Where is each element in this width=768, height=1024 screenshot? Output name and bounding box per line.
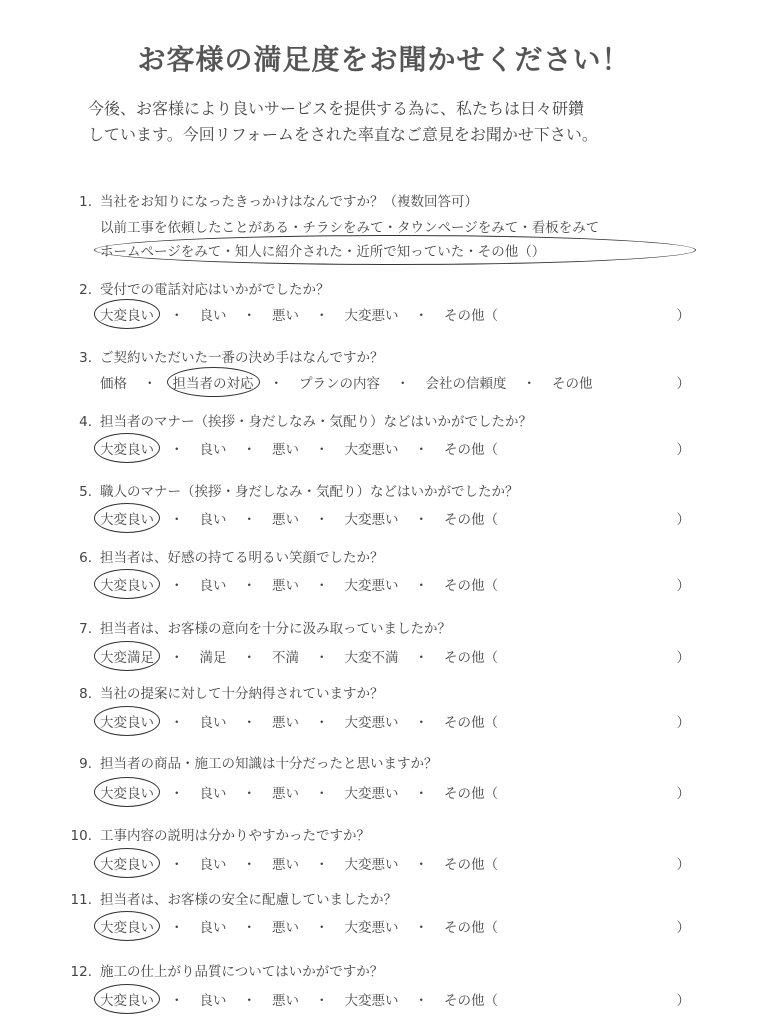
question-2-options <box>100 304 690 324</box>
option-selected[interactable]: 大変良い <box>100 916 154 936</box>
separator: ・ <box>242 993 256 1009</box>
option[interactable]: その他（ <box>444 920 498 936</box>
question-12 <box>64 960 383 980</box>
option[interactable]: 良い <box>199 512 227 528</box>
option-selected[interactable]: 担当者の対応 <box>173 372 254 392</box>
close-paren: ） <box>676 650 690 666</box>
question-6 <box>64 546 384 566</box>
separator: ・ <box>315 578 329 594</box>
separator: ・ <box>315 442 329 458</box>
separator: ・ <box>414 578 428 594</box>
question-number: 11. <box>70 892 92 908</box>
close-paren: ） <box>676 993 690 1009</box>
option[interactable]: 大変悪い <box>344 715 399 731</box>
intro-line-2: しています。今回リフォームをされた率直なご意見をお聞かせ下さい。 <box>88 125 598 144</box>
option-selected[interactable]: 知人に紹介された <box>235 240 343 260</box>
separator: ・ <box>414 920 428 936</box>
separator: ・ <box>143 376 157 392</box>
separator: ・ <box>414 442 428 458</box>
separator: ・ <box>315 308 329 324</box>
option[interactable]: 看板をみて <box>531 220 600 236</box>
separator: ・ <box>170 857 184 873</box>
separator: ・ <box>269 376 283 392</box>
question-number: 9. <box>79 756 92 772</box>
separator: ・ <box>242 786 256 802</box>
close-paren: ） <box>676 442 690 458</box>
option-selected[interactable]: 大変良い <box>100 711 154 731</box>
option[interactable]: 悪い <box>272 578 299 594</box>
question-5 <box>64 480 519 500</box>
page-title: お客様の満足度をお聞かせください！ <box>137 43 631 76</box>
question-text: 施工の仕上がり品質についてはいかがですか？ <box>100 964 384 980</box>
option[interactable]: 大変悪い <box>344 512 399 528</box>
option-selected[interactable]: 大変満足 <box>100 646 154 666</box>
option[interactable]: 良い <box>199 578 227 594</box>
option[interactable]: 悪い <box>272 442 299 458</box>
option[interactable]: 大変悪い <box>344 857 399 873</box>
option[interactable]: 悪い <box>272 715 299 731</box>
question-text: 工事内容の説明は分かりやすかったですか？ <box>100 828 370 844</box>
option[interactable]: タウンページをみて <box>397 220 519 236</box>
option[interactable]: その他（ <box>444 308 498 324</box>
question-5-options <box>100 508 690 528</box>
intro-line-1: 今後、お客様により良いサービスを提供する為に、私たちは日々研鑽 <box>88 99 585 118</box>
option[interactable]: 良い <box>199 920 227 936</box>
option-selected[interactable]: 大変良い <box>100 853 154 873</box>
option[interactable]: 大変悪い <box>344 993 399 1009</box>
option[interactable]: 不満 <box>272 650 299 666</box>
option[interactable]: その他（ <box>444 650 498 666</box>
question-text: 職人のマナー（挨拶・身だしなみ・気配り）などはいかがでしたか？ <box>100 484 519 500</box>
option[interactable]: その他（ <box>444 715 498 731</box>
separator: ・ <box>464 244 478 260</box>
question-text: 受付での電話対応はいかがでしたか？ <box>100 282 330 298</box>
option-selected[interactable]: 大変良い <box>100 782 154 802</box>
separator: ・ <box>414 857 428 873</box>
question-text: 担当者のマナー（挨拶・身だしなみ・気配り）などはいかがでしたか？ <box>100 414 532 430</box>
close-paren: ） <box>676 715 690 731</box>
option[interactable]: 悪い <box>272 308 299 324</box>
separator: ・ <box>221 244 235 260</box>
close-paren: ） <box>676 857 690 873</box>
separator: ・ <box>170 920 184 936</box>
question-1-options-row-1 <box>100 216 690 236</box>
question-number: 8. <box>79 686 92 702</box>
option[interactable]: プランの内容 <box>299 376 380 392</box>
question-number: 7. <box>79 621 92 637</box>
question-6-options <box>100 574 690 594</box>
question-4-options <box>100 438 690 458</box>
option[interactable]: 近所で知っていた <box>356 244 465 260</box>
question-4 <box>64 410 532 430</box>
question-10-options <box>100 853 690 873</box>
option-selected[interactable]: 大変良い <box>100 508 154 528</box>
separator: ・ <box>315 512 329 528</box>
question-9-options <box>100 782 690 802</box>
option[interactable]: 悪い <box>272 857 299 873</box>
separator: ・ <box>289 220 303 236</box>
separator: ・ <box>414 786 428 802</box>
separator: ・ <box>396 376 410 392</box>
question-text: 当社をお知りになったきっかけはなんですか？（複数回答可） <box>100 194 478 210</box>
close-paren: ） <box>676 920 690 936</box>
option[interactable]: 良い <box>199 308 227 324</box>
separator: ・ <box>522 376 536 392</box>
option[interactable]: その他（ <box>444 857 498 873</box>
option[interactable]: 悪い <box>272 512 299 528</box>
separator: ・ <box>170 786 184 802</box>
separator: ・ <box>414 650 428 666</box>
option-selected[interactable]: 大変良い <box>100 304 154 324</box>
option[interactable]: 良い <box>199 857 227 873</box>
option[interactable]: その他（ <box>444 512 498 528</box>
question-text: 担当者は、お客様の安全に配慮していましたか？ <box>100 892 397 908</box>
question-1-options-row-2 <box>100 240 690 260</box>
question-3 <box>64 346 384 366</box>
separator: ・ <box>383 220 397 236</box>
separator: ・ <box>414 308 428 324</box>
question-number: 2. <box>79 282 92 298</box>
separator: ・ <box>315 857 329 873</box>
separator: ・ <box>242 308 256 324</box>
question-11-options <box>100 916 690 936</box>
option[interactable]: ホームページをみて <box>100 244 222 260</box>
option[interactable]: その他（ <box>477 244 532 260</box>
option[interactable]: その他（ <box>444 442 498 458</box>
separator: ・ <box>518 220 532 236</box>
option-selected[interactable]: 大変良い <box>100 989 154 1009</box>
close-paren: ） <box>676 578 690 594</box>
option[interactable]: 悪い <box>272 993 299 1009</box>
separator: ・ <box>242 650 256 666</box>
separator: ・ <box>242 578 256 594</box>
option[interactable]: その他（ <box>444 993 498 1009</box>
option[interactable]: その他（ <box>444 578 498 594</box>
separator: ・ <box>170 578 184 594</box>
separator: ・ <box>242 442 256 458</box>
question-text: 担当者は、お客様の意向を十分に汲み取っていましたか？ <box>100 621 451 637</box>
option[interactable]: 悪い <box>272 920 299 936</box>
question-1 <box>64 190 478 210</box>
option[interactable]: 大変不満 <box>344 650 399 666</box>
option[interactable]: その他（ <box>444 786 498 802</box>
close-paren: ） <box>676 786 690 802</box>
question-text: 担当者の商品・施工の知識は十分だったと思いますか？ <box>100 756 438 772</box>
separator: ・ <box>342 244 357 260</box>
question-8 <box>64 682 384 702</box>
separator: ・ <box>414 715 428 731</box>
question-2 <box>64 278 330 298</box>
option[interactable]: 大変悪い <box>344 786 399 802</box>
option[interactable]: 大変悪い <box>344 578 399 594</box>
separator: ・ <box>242 715 256 731</box>
separator: ・ <box>315 993 329 1009</box>
separator: ・ <box>170 308 184 324</box>
separator: ・ <box>170 993 184 1009</box>
question-number: 6. <box>79 550 92 566</box>
question-number: 4. <box>79 414 92 430</box>
option-selected[interactable]: 大変良い <box>100 438 154 458</box>
option[interactable]: 以前工事を依頼したことがある <box>100 220 289 236</box>
question-text: 担当者は、好感の持てる明るい笑顔でしたか？ <box>100 550 384 566</box>
option[interactable]: 会社の信頼度 <box>425 376 507 392</box>
question-7 <box>64 617 451 637</box>
option[interactable]: 満足 <box>199 650 227 666</box>
separator: ・ <box>170 442 184 458</box>
option-selected[interactable]: 大変良い <box>100 574 154 594</box>
option[interactable]: 価格 <box>100 376 127 392</box>
separator: ・ <box>242 512 256 528</box>
close-paren: ） <box>531 244 546 260</box>
question-number: 10. <box>70 828 92 844</box>
separator: ・ <box>414 993 428 1009</box>
separator: ・ <box>242 857 256 873</box>
close-paren: ） <box>676 512 690 528</box>
separator: ・ <box>315 786 329 802</box>
separator: ・ <box>315 920 329 936</box>
option[interactable]: 良い <box>199 715 227 731</box>
question-12-options <box>100 989 690 1009</box>
option[interactable]: 良い <box>199 442 227 458</box>
separator: ・ <box>170 715 184 731</box>
question-number: 3. <box>79 350 92 366</box>
question-11 <box>64 888 397 908</box>
separator: ・ <box>414 512 428 528</box>
option[interactable]: 大変悪い <box>344 920 399 936</box>
question-9 <box>64 752 438 772</box>
separator: ・ <box>242 920 256 936</box>
option[interactable]: その他 <box>552 376 593 392</box>
question-number: 12. <box>70 964 92 980</box>
question-7-options <box>100 646 690 666</box>
option[interactable]: チラシをみて <box>302 220 384 236</box>
option[interactable]: 良い <box>199 993 227 1009</box>
option[interactable]: 悪い <box>272 786 299 802</box>
close-paren: ） <box>676 308 690 324</box>
separator: ・ <box>315 715 329 731</box>
question-text: 当社の提案に対して十分納得されていますか？ <box>100 686 384 702</box>
question-text: ご契約いただいた一番の決め手はなんですか？ <box>100 350 384 366</box>
question-10 <box>64 824 370 844</box>
separator: ・ <box>315 650 329 666</box>
close-paren: ） <box>676 376 690 392</box>
option[interactable]: 大変悪い <box>344 308 399 324</box>
option[interactable]: 良い <box>199 786 227 802</box>
question-number: 5. <box>79 484 92 500</box>
separator: ・ <box>170 512 184 528</box>
question-3-options <box>100 372 690 392</box>
separator: ・ <box>170 650 184 666</box>
question-number: 1. <box>79 194 92 210</box>
question-8-options <box>100 711 690 731</box>
option[interactable]: 大変悪い <box>344 442 399 458</box>
